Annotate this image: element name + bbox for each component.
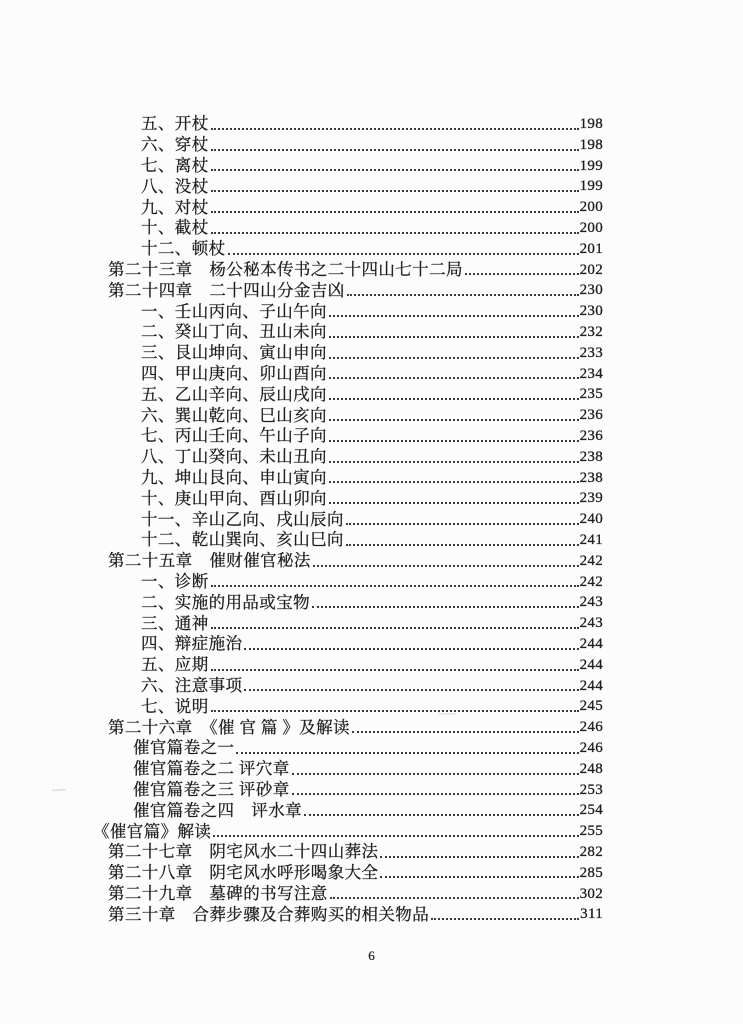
toc-entry-page-number: 241 <box>579 531 603 548</box>
dot-leader <box>312 606 579 608</box>
toc-entry <box>133 736 603 757</box>
toc-entry <box>141 195 603 216</box>
toc-entry-page-number: 282 <box>579 843 603 860</box>
toc-entry <box>141 528 603 549</box>
toc-entry <box>108 881 603 902</box>
toc-entry-page-number: 254 <box>579 802 603 819</box>
dot-leader <box>329 315 579 317</box>
toc-entry-label: 七、丙山壬向、午山子向 <box>141 426 327 446</box>
dot-leader <box>292 793 579 795</box>
toc-entry-page-number: 234 <box>579 365 603 382</box>
toc-entry-page-number: 246 <box>579 719 603 736</box>
toc-entry-label: 十二、顿杖 <box>141 239 226 259</box>
toc-entry-page-number: 238 <box>579 469 603 486</box>
toc-entry <box>141 362 603 383</box>
toc-entry-page-number: 243 <box>579 594 603 611</box>
toc-entry-label: 五、应期 <box>141 655 209 675</box>
toc-entry-label: 五、开杖 <box>141 114 209 134</box>
toc-entry-page-number: 236 <box>579 428 603 444</box>
dot-leader <box>211 190 579 192</box>
toc-entry-page-number: 255 <box>579 823 603 840</box>
dot-leader <box>244 648 578 650</box>
dot-leader <box>329 502 579 504</box>
toc-entry-label: 六、穿杖 <box>141 135 209 155</box>
dot-leader <box>228 253 579 255</box>
toc-entry <box>141 216 603 237</box>
dot-leader <box>329 461 579 463</box>
toc-entry-label: 一、壬山丙向、子山午向 <box>141 301 327 321</box>
toc-entry-label: 八、没杖 <box>141 176 209 196</box>
dot-leader <box>213 835 578 837</box>
toc-entry-page-number: 236 <box>579 407 603 424</box>
dot-leader <box>211 710 579 712</box>
toc-entry-label: 第二十九章 墓碑的书写注意 <box>108 883 328 903</box>
toc-entry <box>141 174 603 195</box>
dot-leader <box>465 273 579 275</box>
toc-entry <box>141 694 603 715</box>
toc-entry-page-number: 239 <box>579 490 603 507</box>
toc-entry-label: 八、丁山癸向、未山丑向 <box>141 447 327 467</box>
dot-leader <box>346 523 579 525</box>
toc-entry-page-number: 198 <box>579 116 603 133</box>
toc-entry-label: 一、诊断 <box>141 572 209 592</box>
page-number: 6 <box>368 948 375 963</box>
toc-entry <box>141 653 603 674</box>
toc-entry-page-number: 244 <box>579 635 603 652</box>
dot-leader <box>244 689 578 691</box>
toc-entry <box>141 486 603 507</box>
dot-leader <box>329 481 579 483</box>
dot-leader <box>211 232 579 234</box>
dot-leader <box>329 377 579 379</box>
dot-leader <box>211 627 579 629</box>
toc-entry-page-number: 245 <box>579 698 603 715</box>
dot-leader <box>211 211 579 213</box>
dot-leader <box>211 169 579 171</box>
toc-entry <box>141 320 603 341</box>
dot-leader <box>329 357 579 359</box>
toc-entry-label: 第三十章 合葬步骤及合葬购买的相关物品 <box>108 904 430 924</box>
toc-entry-label: 第二十八章 阴宅风水呼形喝象大全 <box>108 863 379 883</box>
toc-entry <box>108 278 603 299</box>
dot-leader <box>236 752 578 754</box>
toc-entry <box>108 715 603 736</box>
toc-entry <box>141 445 603 466</box>
toc-entry-label: 催官篇卷之二 评穴章 <box>133 759 290 779</box>
toc-entry <box>141 611 603 632</box>
toc-entry <box>93 819 603 840</box>
dot-leader <box>329 336 579 338</box>
toc-entry-page-number: 311 <box>580 906 603 923</box>
toc-entry-page-number: 202 <box>579 261 603 278</box>
toc-entry <box>141 341 603 362</box>
toc-entry-label: 十、截杖 <box>141 218 209 238</box>
toc-entry-label: 第二十四章 二十四山分金吉凶 <box>108 280 345 300</box>
toc-entry-label: 十、庚山甲向、酉山卯向 <box>141 488 327 508</box>
toc-entry <box>108 258 603 279</box>
toc-entry-page-number: 285 <box>579 864 603 881</box>
toc-entry <box>141 112 603 133</box>
toc-entry-page-number: 200 <box>579 220 603 237</box>
toc-entry-page-number: 235 <box>579 386 603 403</box>
dot-leader <box>346 544 579 546</box>
toc-entry-label: 十一、辛山乙向、戌山辰向 <box>141 509 344 529</box>
dot-leader <box>211 149 579 151</box>
dot-leader <box>211 128 579 130</box>
toc-entry-label: 三、通神 <box>141 613 209 633</box>
dot-leader <box>380 856 578 858</box>
toc-entry-page-number: 199 <box>579 178 603 195</box>
toc-entry-label: 五、乙山辛向、辰山戌向 <box>141 384 327 404</box>
toc-entry-page-number: 233 <box>579 344 603 361</box>
toc-entry-label: 二、癸山丁向、丑山未向 <box>141 322 327 342</box>
dot-leader <box>329 440 579 442</box>
toc-entry <box>108 549 603 570</box>
toc-entry <box>141 507 603 528</box>
toc-entry-label: 催官篇卷之三 评砂章 <box>133 779 290 799</box>
dot-leader <box>292 773 579 775</box>
toc-entry-page-number: 198 <box>579 136 603 153</box>
toc-entry-label: 九、坤山艮向、申山寅向 <box>141 468 327 488</box>
dot-leader <box>304 814 579 816</box>
toc-entry-label: 十二、乾山巽向、亥山巳向 <box>141 530 344 550</box>
toc-entry-label: 七、说明 <box>141 696 209 716</box>
scan-artifact <box>52 789 66 792</box>
toc-entry-label: 九、对杖 <box>141 197 209 217</box>
dot-leader <box>211 585 579 587</box>
toc-entry <box>141 299 603 320</box>
toc-entry-label: 第二十七章 阴宅风水二十四山葬法 <box>108 842 379 862</box>
toc-entry-label: 七、离杖 <box>141 156 209 176</box>
toc-entry-page-number: 244 <box>579 677 603 694</box>
toc-entry <box>141 590 603 611</box>
dot-leader <box>313 565 579 567</box>
toc-entry-label: 第二十五章 催财催官秘法 <box>108 551 311 571</box>
toc-entry <box>141 570 603 591</box>
toc-entry <box>133 757 603 778</box>
toc-entry <box>141 382 603 403</box>
toc-entry-label: 《催官篇》解读 <box>93 821 212 841</box>
toc-entry-page-number: 243 <box>579 615 603 632</box>
toc-entry <box>133 778 603 799</box>
dot-leader <box>211 669 579 671</box>
toc-entry <box>141 632 603 653</box>
toc-entry <box>108 902 603 923</box>
toc-entry <box>133 798 603 819</box>
dot-leader <box>347 294 579 296</box>
toc-entry <box>141 237 603 258</box>
toc-entry-page-number: 230 <box>579 282 603 299</box>
table-of-contents <box>93 112 603 924</box>
toc-entry-page-number: 242 <box>579 573 603 590</box>
dot-leader <box>329 419 579 421</box>
toc-entry <box>108 861 603 882</box>
toc-entry-label: 第二十三章 杨公秘本传书之二十四山七十二局 <box>108 260 463 280</box>
toc-entry-page-number: 246 <box>579 739 603 756</box>
toc-entry-label: 第二十六章 《催 官 篇 》及解读 <box>108 717 350 737</box>
toc-entry <box>141 466 603 487</box>
dot-leader <box>431 918 579 920</box>
toc-entry-label: 催官篇卷之四 评水章 <box>133 800 302 820</box>
toc-entry-page-number: 200 <box>579 199 603 216</box>
toc-entry <box>141 133 603 154</box>
toc-entry <box>141 403 603 424</box>
toc-entry-label: 三、艮山坤向、寅山申向 <box>141 343 327 363</box>
toc-entry-page-number: 232 <box>579 324 603 341</box>
toc-entry-label: 二、实施的用品或宝物 <box>141 592 310 612</box>
toc-entry <box>141 674 603 695</box>
toc-entry-page-number: 230 <box>579 303 603 320</box>
toc-entry-page-number: 253 <box>579 781 603 798</box>
dot-leader <box>329 398 579 400</box>
toc-entry-label: 催官篇卷之一 <box>133 738 235 758</box>
toc-entry-label: 四、辩症施治 <box>141 634 243 654</box>
toc-entry <box>141 424 603 445</box>
toc-entry-page-number: 238 <box>579 448 603 465</box>
toc-entry-page-number: 199 <box>579 157 603 174</box>
toc-entry-label: 四、甲山庚向、卯山酉向 <box>141 364 327 384</box>
toc-entry-page-number: 201 <box>579 240 603 257</box>
toc-entry <box>108 840 603 861</box>
toc-entry-page-number: 302 <box>579 885 603 902</box>
toc-entry-label: 六、注意事项 <box>141 676 243 695</box>
toc-entry <box>141 154 603 175</box>
toc-entry-page-number: 240 <box>579 511 603 528</box>
toc-entry-page-number: 244 <box>579 656 603 673</box>
toc-entry-page-number: 242 <box>579 552 603 569</box>
toc-entry-label: 六、巽山乾向、巳山亥向 <box>141 405 327 425</box>
dot-leader <box>380 876 578 878</box>
toc-entry-page-number: 248 <box>579 760 603 777</box>
dot-leader <box>352 731 579 733</box>
dot-leader <box>330 897 579 899</box>
